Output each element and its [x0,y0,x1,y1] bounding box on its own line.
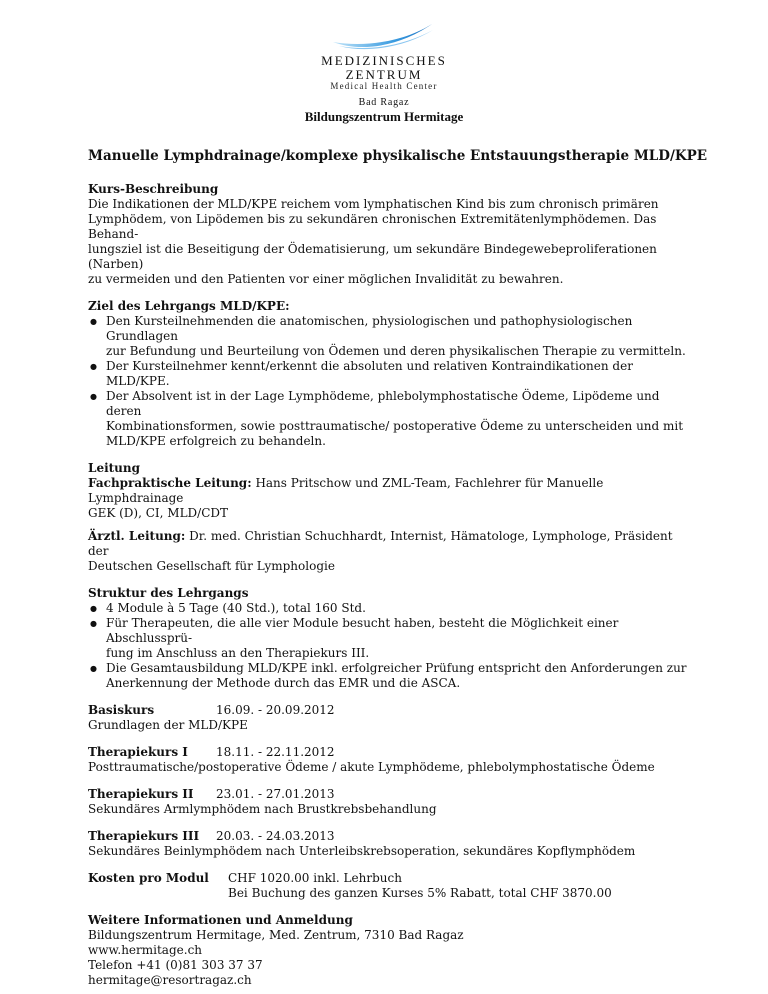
goal-line: zur Befundung und Beurteilung von Ödemen und deren physikalischen Therapie zu vermitteln. [106,344,686,358]
structure-item [88,616,688,661]
structure-line: Anerkennung der Methode durch das EMR und die ASCA. [106,676,461,690]
structure-item [88,601,688,616]
description-line: lungsziel ist die Beseitigung der Ödematisierung, um sekundäre Bindegewebeproliferationen (Narben) [88,242,657,271]
cost-line-1: CHF 1020.00 inkl. Lehrbuch [228,871,402,885]
structure-item [88,661,688,691]
description-line: Lymphödem, von Lipödemen bis zu sekundären chronischen Extremitätenlymphödemen. Das Behand- [88,212,657,241]
org-name: Bildungszentrum Hermitage [304,109,464,124]
cost-label: Kosten pro Modul [88,871,209,885]
goals-heading: Ziel des Lehrgangs MLD/KPE: [88,299,290,313]
course-dates: 18.11. - 22.11.2012 [216,745,335,759]
fach-text: Hans Pritschow und ZML-Team, Fachlehrer für Manuelle Lymphdrainage [88,476,604,505]
cost-section [88,871,688,901]
arzt-label: Ärztl. Leitung: [88,529,186,543]
course-dates: 20.03. - 24.03.2013 [216,829,335,843]
structure-section [88,586,688,691]
main-content [88,148,708,988]
course-basiskurs [88,703,688,733]
contact-address: Bildungszentrum Hermitage, Med. Zentrum, 7310 Bad Ragaz [88,928,464,942]
course-topic: Posttraumatische/postoperative Ödeme / akute Lymphödeme, phlebolymphostatische Ödeme [88,760,655,774]
goal-item [88,359,688,389]
leitung-heading: Leitung [88,461,141,475]
description-line: zu vermeiden und den Patienten vor einer möglichen Invalidität zu bewahren. [88,272,564,286]
logo-text-4: Bad Ragaz [358,97,410,108]
contact-phone: Telefon +41 (0)81 303 37 37 [88,958,263,972]
fach-leitung [88,476,688,506]
course-description [88,182,688,287]
course-therapiekurs-1 [88,745,688,775]
contact-section [88,913,688,988]
goal-item [88,389,688,449]
course-therapiekurs-3 [88,829,688,859]
cost-line-2: Bei Buchung des ganzen Kurses 5% Rabatt, total CHF 3870.00 [228,886,612,900]
logo-text-2: ZENTRUM [345,67,423,82]
logo-text-1: MEDIZINISCHES [321,53,447,68]
arzt-text-2: Deutschen Gesellschaft für Lymphologie [88,559,335,573]
fach-label: Fachpraktische Leitung: [88,476,252,490]
goal-line: ● Den Kursteilnehmenden die anatomischen, physiologischen und pathophysiologischen Grundlagen [106,314,633,343]
description-line: Die Indikationen der MLD/KPE reichem vom lymphatischen Kind bis zum chronisch primären [88,197,659,211]
course-dates: 23.01. - 27.01.2013 [216,787,335,801]
course-therapiekurs-2 [88,787,688,817]
course-topic: Sekundäres Beinlymphödem nach Unterleibskrebsoperation, sekundäres Kopflymphödem [88,844,636,858]
contact-website[interactable]: www.hermitage.ch [88,943,203,957]
goals-section [88,299,688,449]
fach-text-2: GEK (D), CI, MLD/CDT [88,506,229,520]
goal-line: MLD/KPE. [106,374,170,388]
leitung-section [88,461,688,521]
structure-line: ● 4 Module à 5 Tage (40 Std.), total 160 Std. [106,601,366,615]
course-topic: Grundlagen der MLD/KPE [88,718,248,732]
course-name: Therapiekurs II [88,787,194,801]
course-name: Therapiekurs III [88,829,200,843]
page-title: Manuelle Lymphdrainage/komplexe physikalische Entstauungstherapie MLD/KPE [88,148,708,164]
course-dates: 16.09. - 20.09.2012 [216,703,335,717]
goal-line: Kombinationsformen, sowie posttraumatische/ postoperative Ödeme zu unterscheiden und mit [106,419,684,433]
contact-email[interactable]: hermitage@resortragaz.ch [88,973,252,987]
arzt-text: Dr. med. Christian Schuchhardt, Internist, Hämatologe, Lymphologe, Präsident der [88,529,673,558]
wave-swoosh-icon [329,18,439,52]
description-heading: Kurs-Beschreibung [88,182,219,196]
structure-line: ● Für Therapeuten, die alle vier Module besucht haben, besteht die Möglichkeit einer Abschlussprü- [106,616,619,645]
course-name: Therapiekurs I [88,745,188,759]
structure-line: fung im Anschluss an den Therapiekurs III. [106,646,370,660]
logo [0,18,768,125]
arzt-leitung [88,529,688,574]
logo-text-3: Medical Health Center [330,81,438,91]
structure-heading: Struktur des Lehrgangs [88,586,249,600]
goal-item [88,314,688,359]
goal-line: MLD/KPE erfolgreich zu behandeln. [106,434,326,448]
goal-line: ● Der Absolvent ist in der Lage Lymphödeme, phlebolymphostatische Ödeme, Lipödeme und deren [106,389,660,418]
goal-line: ● Der Kursteilnehmer kennt/erkennt die absoluten und relativen Kontraindikationen der [106,359,633,373]
course-name: Basiskurs [88,703,155,717]
course-topic: Sekundäres Armlymphödem nach Brustkrebsbehandlung [88,802,437,816]
contact-heading: Weitere Informationen und Anmeldung [88,913,353,927]
structure-line: ● Die Gesamtausbildung MLD/KPE inkl. erfolgreicher Prüfung entspricht den Anforderungen zur [106,661,687,675]
